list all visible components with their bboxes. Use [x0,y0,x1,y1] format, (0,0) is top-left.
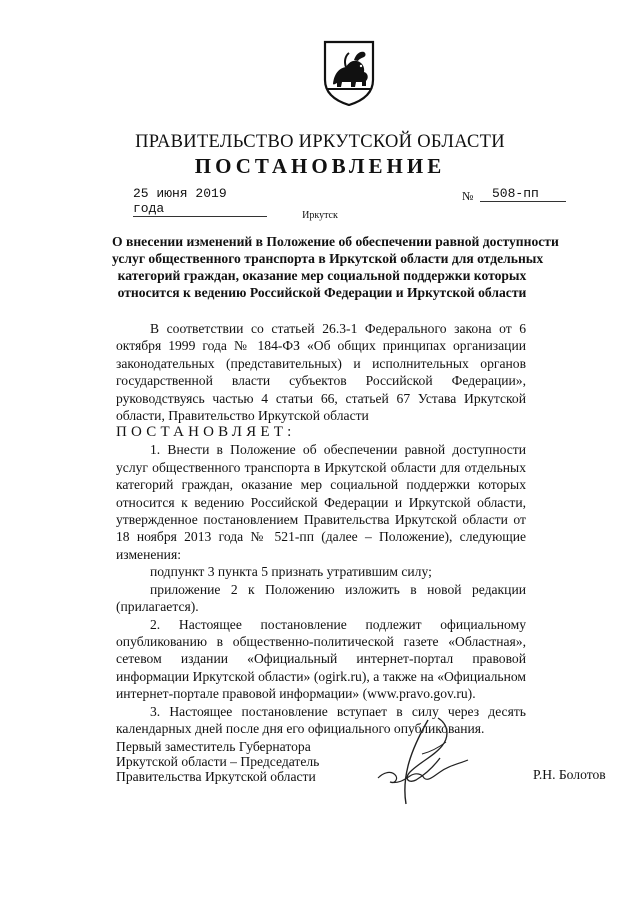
signer-title-line: Правительства Иркутской области [116,768,316,784]
decree-word: ПОСТАНОВЛЯЕТ: [116,424,296,441]
document-city: Иркутск [302,210,338,221]
point-1-paragraph: 1. Внести в Положение об обеспечении равной доступности услуг общественного транспорта в Иркутской области для отдельных категорий граждан, оказание мер социальной поддержки которых относится к ведению Российской Федерации и Иркутской области, утвержденное постановлением Правительства Иркутской области от 18 ноября 2013 года № 521-пп (далее – Положение), следующие изменения: [116,442,526,562]
document-type: ПОСТАНОВЛЕНИЕ [194,154,446,178]
document-date: 25 июня 2019 года [133,186,267,217]
subject-line: услуг общественного транспорта в Иркутской области для отдельных [112,251,544,266]
number-sign: № [462,189,474,203]
signer-name: Р.Н. Болотов [533,767,606,782]
handwritten-signature-icon [368,714,476,810]
point-3-paragraph: 3. Настоящее постановление вступает в силу через десять календарных дней после дня его официального опубликования. [116,703,526,736]
point-1-subitem-b: приложение 2 к Положению изложить в новой редакции (прилагается). [116,581,526,615]
document-number: 508-пп [480,186,566,202]
subject-line: категорий граждан, оказание мер социальной поддержки которых [117,268,527,283]
coat-of-arms-icon [322,40,376,106]
point-2-paragraph: 2. Настоящее постановление подлежит официальному опубликованию в общественно-политической газете «Областная», сетевом издании «Официальный интернет-портал правовой информации Иркутской области» (ogirk.ru), а также на «Официальном интернет-портале правовой информации» (www.pravo.gov.ru). [116,616,526,702]
subject-line: О внесении изменений в Положение об обеспечении равной доступности [112,234,559,249]
preamble-paragraph: В соответствии со статьей 26.3-1 Федерального закона от 6 октября 1999 года № 184-ФЗ «Об общих принципах организации законодательных (представительных) и исполнительных органов государственной власти субъектов Российской Федерации», руководствуясь частью 4 статьи 66, статьей 67 Устава Иркутской области, Правительство Иркутской области [116,321,526,424]
document-body [116,320,526,737]
document-subject [112,233,559,301]
point-1-subitem-a: подпункт 3 пункта 5 признать утратившим силу; [150,564,432,580]
subject-line: относится к ведению Российской Федерации и Иркутской области [117,285,527,300]
government-name: ПРАВИТЕЛЬСТВО ИРКУТСКОЙ ОБЛАСТИ [135,132,505,152]
signer-title-line: Первый заместитель Губернатора [116,739,311,754]
signer-title-line: Иркутской области – Председатель [116,753,320,769]
